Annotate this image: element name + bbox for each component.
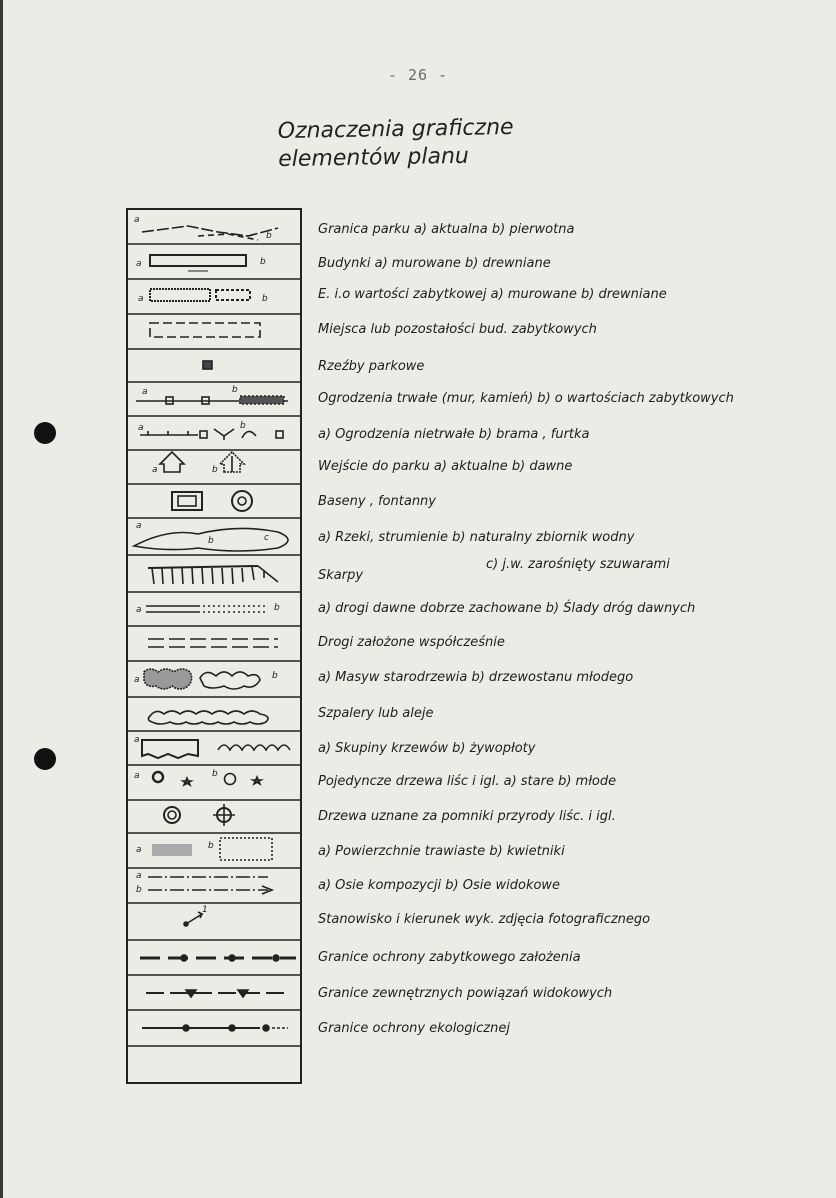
svg-text:a: a	[134, 675, 140, 685]
svg-text:a: a	[142, 387, 148, 397]
svg-text:b: b	[212, 769, 218, 779]
symbol-tree-rows	[148, 711, 268, 724]
legend-label-single-trees: Pojedyncze drzewa liśc i igl. a) stare b) młode	[318, 774, 617, 789]
legend-label-scarps: Skarpy	[318, 568, 364, 583]
symbol-modern-roads	[148, 639, 278, 647]
page-title	[278, 114, 515, 174]
symbol-buildings	[136, 255, 266, 271]
legend-label-tree-masses: a) Masyw starodrzewia b) drzewostanu młodego	[318, 670, 634, 685]
symbol-historic-buildings	[138, 289, 268, 304]
symbol-shrub-groups	[134, 735, 290, 758]
legend-label-park-entrance: Wejście do parku a) aktualne b) dawne	[318, 459, 573, 474]
svg-text:a: a	[138, 294, 144, 304]
legend-label-sculptures: Rzeźby parkowe	[318, 359, 425, 374]
svg-text:b: b	[262, 294, 268, 304]
symbol-ecological-protection-boundary	[142, 1025, 288, 1031]
legend-label-shrub-groups: a) Skupiny krzewów b) żywopłoty	[318, 741, 536, 756]
svg-text:a: a	[136, 845, 142, 855]
legend-label-heritage-boundary: Granice ochrony zabytkowego założenia	[318, 950, 581, 965]
legend-label-temporary-fence: a) Ogrodzenia nietrwałe b) brama , furtka	[318, 427, 590, 442]
symbol-photo-position	[184, 905, 208, 926]
symbol-single-trees	[134, 769, 261, 785]
legend-label-tree-rows: Szpalery lub aleje	[318, 706, 434, 721]
symbol-heritage-protection-boundary	[140, 955, 296, 961]
symbol-rivers	[134, 521, 288, 551]
svg-text:1: 1	[202, 905, 208, 915]
symbol-lawns-flowerbeds	[136, 838, 272, 860]
svg-text:a: a	[136, 259, 142, 269]
legend-label-permanent-fence: Ogrodzenia trwałe (mur, kamień) b) o wartościach zabytkowych	[318, 391, 734, 406]
symbol-nature-monuments	[164, 804, 235, 826]
punch-hole-bottom	[34, 748, 56, 770]
legend-label-historic-buildings: E. i.o wartości zabytkowej a) murowane b) drewniane	[318, 287, 667, 302]
legend-label-photo-position: Stanowisko i kierunek wyk. zdjęcia fotograficznego	[318, 912, 651, 927]
title-line-2: elementów planu	[278, 143, 470, 173]
svg-text:a: a	[136, 605, 142, 615]
svg-text:b: b	[274, 603, 280, 613]
row-separators	[128, 244, 300, 1046]
legend-symbol-table	[126, 208, 302, 1084]
legend-label-nature-monuments: Drzewa uznane za pomniki przyrody liśc. i igl.	[318, 809, 616, 824]
page-number: - 26 -	[387, 66, 449, 84]
svg-text:a: a	[134, 771, 140, 781]
svg-text:b: b	[212, 465, 218, 475]
svg-text:b: b	[240, 421, 246, 431]
svg-text:a: a	[136, 871, 142, 881]
symbol-historic-building-remains	[150, 323, 260, 337]
legend-label-buildings: Budynki a) murowane b) drewniane	[318, 256, 551, 271]
symbol-historic-roads	[136, 603, 280, 615]
svg-text:a: a	[134, 735, 140, 745]
svg-text:c: c	[264, 533, 269, 543]
svg-text:a: a	[136, 521, 142, 531]
symbol-temporary-fence	[138, 421, 283, 440]
svg-text:b: b	[136, 885, 142, 895]
svg-text:a: a	[134, 215, 140, 225]
symbol-permanent-fence	[136, 385, 288, 404]
legend-label-historic-roads: a) drogi dawne dobrze zachowane b) Ślady dróg dawnych	[318, 601, 696, 616]
legend-label-rivers: a) Rzeki, strumienie b) naturalny zbiornik wodny	[318, 530, 635, 545]
svg-text:b: b	[208, 536, 214, 546]
svg-text:b: b	[208, 841, 214, 851]
legend-label-ecological-boundary: Granice ochrony ekologicznej	[318, 1021, 510, 1036]
legend-label-lawns: a) Powierzchnie trawiaste b) kwietniki	[318, 844, 565, 859]
legend-label-historic-remains: Miejsca lub pozostałości bud. zabytkowych	[318, 322, 597, 337]
svg-text:a: a	[152, 465, 158, 475]
punch-hole-top	[34, 422, 56, 444]
symbol-scarps	[148, 566, 278, 584]
symbol-park-boundary	[134, 215, 278, 241]
svg-text:b: b	[260, 257, 266, 267]
symbol-park-entrance	[152, 452, 244, 475]
legend-label-modern-roads: Drogi założone współcześnie	[318, 635, 505, 650]
svg-text:b: b	[272, 671, 278, 681]
legend-label-overgrown: c) j.w. zarośnięty szuwarami	[486, 557, 670, 572]
legend-label-view-link-boundary: Granice zewnętrznych powiązań widokowych	[318, 986, 613, 1001]
legend-symbols-svg	[128, 210, 300, 1082]
legend-label-park-boundary: Granica parku a) aktualna b) pierwotna	[318, 222, 575, 237]
symbol-view-link-boundary	[146, 990, 288, 997]
svg-text:a: a	[138, 423, 144, 433]
svg-text:b: b	[232, 385, 238, 395]
legend-label-pools-fountains: Baseny , fontanny	[318, 494, 436, 509]
legend-label-axes: a) Osie kompozycji b) Osie widokowe	[318, 878, 561, 893]
symbol-pools-fountains	[172, 491, 252, 511]
svg-text:b: b	[266, 231, 272, 241]
page-left-edge	[0, 0, 3, 1198]
symbol-sculptures	[203, 361, 212, 369]
symbol-tree-masses	[134, 669, 278, 689]
symbol-axes	[136, 871, 272, 895]
title-line-1: Oznaczenia graficzne	[277, 114, 514, 145]
